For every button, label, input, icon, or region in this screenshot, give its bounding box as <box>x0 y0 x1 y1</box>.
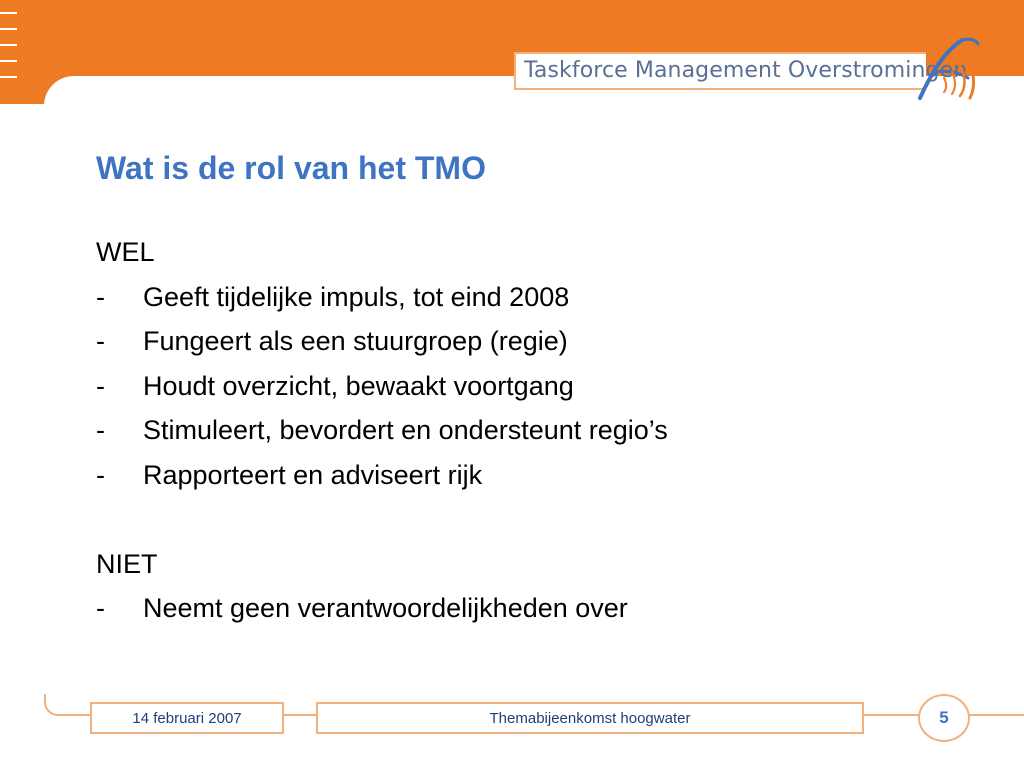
list-item <box>96 319 956 364</box>
slide-content <box>96 230 956 631</box>
page-number: 5 <box>918 694 970 742</box>
list-item-text: Houdt overzicht, bewaakt voortgang <box>143 370 574 401</box>
footer-event-name: Themabijeenkomst hoogwater <box>316 702 864 734</box>
footer-date: 14 februari 2007 <box>90 702 284 734</box>
list-item <box>96 364 956 409</box>
header-side-lines <box>0 12 18 92</box>
bullet-dash: - <box>96 415 105 445</box>
bullet-dash: - <box>96 593 105 623</box>
list-item-text: Neemt geen verantwoordelijkheden over <box>143 593 628 623</box>
list-item-text: Fungeert als een stuurgroep (regie) <box>143 326 568 356</box>
tmo-wave-logo-icon <box>910 32 986 108</box>
list-item <box>96 453 956 498</box>
list-item-text: Rapporteert en adviseert rijk <box>143 459 483 490</box>
brand-name: Taskforce Management Overstromingen <box>524 58 968 83</box>
bullet-dash: - <box>96 326 105 356</box>
list-item <box>96 408 956 453</box>
section-heading-niet: NIET <box>96 548 158 579</box>
list-item-text: Geeft tijdelijke impuls, tot eind 2008 <box>143 281 570 312</box>
brand-banner <box>514 52 968 90</box>
section-heading-wel: WEL <box>96 237 155 267</box>
list-item-text: Stimuleert, bevordert en ondersteunt regio’s <box>143 415 668 445</box>
section-spacer <box>96 497 956 542</box>
list-item <box>96 275 956 320</box>
bullet-dash: - <box>96 459 105 490</box>
bullet-dash: - <box>96 370 105 401</box>
list-item <box>96 586 956 631</box>
bullet-dash: - <box>96 281 105 312</box>
slide-title: Wat is de rol van het TMO <box>96 150 486 186</box>
